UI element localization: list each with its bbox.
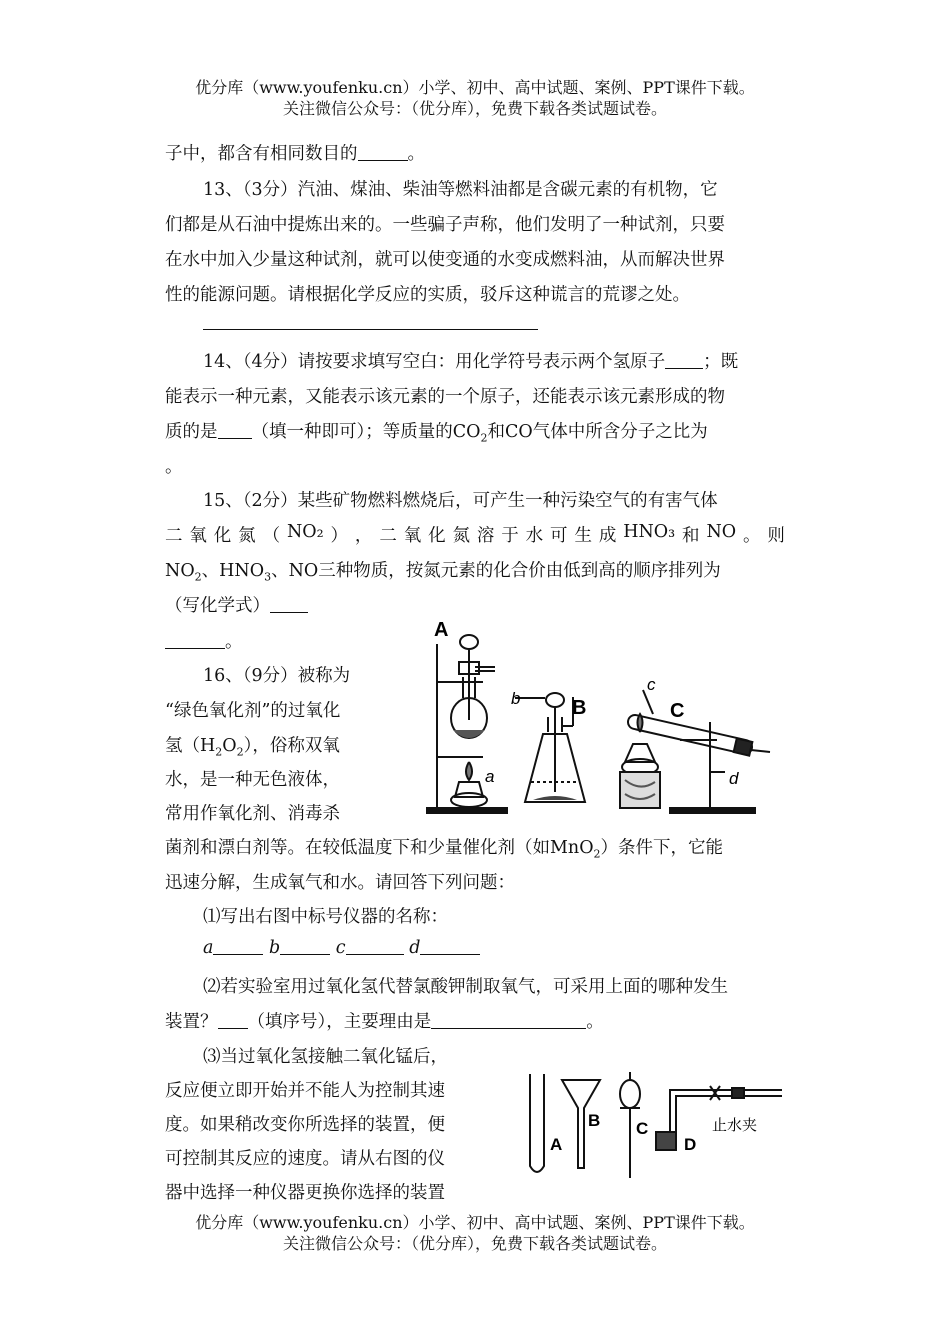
answer-blank-b[interactable] [280, 938, 330, 955]
q13-line-4: 性的能源问题。请根据化学反应的实质，驳斥这种谎言的荒谬之处。 [165, 285, 690, 305]
answer-blank[interactable] [218, 422, 252, 439]
answer-blank[interactable] [270, 596, 308, 613]
label-D: D [684, 1135, 697, 1154]
label-B: B [572, 697, 587, 719]
q16-part3-line-5: 器中选择一种仪器更换你选择的装置 [165, 1183, 445, 1203]
q13-answer-line[interactable] [203, 329, 538, 330]
q15-token: 氮 [452, 526, 470, 546]
q15-line-3: $NO_2$、$HNO_3$、NO三种物质，按氮元素的化合价由低到高的顺序排列为 [165, 561, 721, 584]
q15-token: NO₂ [286, 522, 324, 542]
header-line-2: 关注微信公众号：（优分库），免费下载各类试题试卷。 [282, 99, 667, 118]
q15-token: 化 [428, 526, 446, 546]
label-d: d [729, 769, 739, 788]
label-A: A [434, 622, 449, 641]
q15-token: 和 [682, 526, 700, 546]
q15-token: 。 [743, 526, 761, 546]
q15-token: （ [262, 526, 281, 546]
apparatus-figure-1 [425, 622, 795, 817]
q15-token: 氧 [189, 526, 207, 546]
q16-part1-blanks: a b c d [203, 938, 480, 958]
q15-token: 可 [550, 526, 568, 546]
label-C: C [636, 1119, 649, 1138]
q15-token: 氧 [403, 526, 422, 546]
label-clamp: 止水夹 [712, 1117, 758, 1134]
q15-token: 成 [598, 526, 617, 546]
apparatus-a [427, 635, 507, 813]
q16-part2-line-1: ⑵若实验室用过氧化氢代替氯酸钾制取氧气，可采用上面的哪种发生 [203, 977, 728, 997]
q16-line-6: 菌剂和漂白剂等。在较低温度下和少量催化剂（如MnO$_2$）条件下，它能 [165, 838, 724, 861]
label-a: a [485, 767, 495, 786]
q14-line-2: 能表示一种元素，又能表示该元素的一个原子，还能表示该元素形成的物 [165, 387, 725, 407]
q16-part3-line-3: 度。如果稍改变你所选择的装置，便 [165, 1115, 445, 1135]
q16-part1: ⑴写出右图中标号仪器的名称： [203, 907, 448, 927]
apparatus-c [620, 690, 770, 813]
answer-blank[interactable] [665, 352, 703, 369]
label-c: c [647, 675, 656, 694]
label-b: b [511, 689, 521, 708]
answer-blank-c[interactable] [346, 938, 404, 955]
q15-line-1: 15、（2分）某些矿物燃料燃烧后，可产生一种污染空气的有害气体 [203, 491, 718, 511]
q16-part3-line-2: 反应便立即开始并不能人为控制其速 [165, 1081, 445, 1101]
q15-line-2 [165, 522, 785, 547]
q15-token: 水 [525, 526, 544, 546]
instrument-a-test-tube [530, 1074, 544, 1172]
q16-line-5: 常用作氧化剂、消毒杀 [165, 804, 340, 824]
q15-token: 二 [165, 526, 183, 546]
instruments-figure-2 [520, 1068, 790, 1183]
q15-token: 二 [379, 526, 397, 546]
q13-line-1: 13、（3分）汽油、煤油、柴油等燃料油都是含碳元素的有机物，它 [203, 180, 718, 200]
q15-token: HNO₃ [623, 522, 676, 542]
q13-line-2: 们都是从石油中提炼出来的。一些骗子声称，他们发明了一种试剂，只要 [165, 215, 725, 235]
answer-blank-d[interactable] [420, 938, 480, 955]
q15-token: ， [354, 526, 373, 546]
q15-line-5: 。 [165, 628, 243, 653]
q15-token: NO [706, 522, 737, 542]
q15-line-4: （写化学式） [165, 592, 308, 617]
q16-line-1: 16、（9分）被称为 [203, 666, 351, 686]
q16-part3-line-4: 可控制其反应的速度。请从右图的仪 [165, 1149, 445, 1169]
q14-line-1: 14、（4分）请按要求填写空白：用化学符号表示两个氢原子 ；既 [203, 352, 739, 372]
footer-line-2: 关注微信公众号：（优分库），免费下载各类试题试卷。 [282, 1234, 667, 1253]
footer-line-1: 优分库（www.youfenku.cn）小学、初中、高中试题、案例、PPT课件下载。 [195, 1213, 755, 1232]
q13-line-3: 在水中加入少量这种试剂，就可以使变通的水变成燃料油，从而解决世界 [165, 250, 725, 270]
label-A: A [550, 1135, 563, 1154]
answer-blank[interactable] [165, 632, 225, 649]
q15-token: 溶 [476, 526, 495, 546]
answer-blank[interactable] [358, 144, 408, 161]
q16-part3-line-1: ⑶当过氧化氢接触二氧化锰后， [203, 1047, 448, 1067]
q16-line-2: “绿色氧化剂”的过氧化 [165, 701, 341, 721]
q15-token: ） [330, 526, 349, 546]
answer-blank[interactable] [218, 1012, 248, 1029]
q16-line-4: 水，是一种无色液体， [165, 770, 340, 790]
label-B: B [588, 1111, 601, 1130]
header-line-1: 优分库（www.youfenku.cn）小学、初中、高中试题、案例、PPT课件下载。 [195, 78, 755, 97]
label-C: C [670, 700, 685, 722]
q14-line-3: 质的是 （填一种即可）；等质量的$CO_2$和CO气体中所含分子之比为 [165, 422, 708, 445]
q15-token: 则 [767, 526, 785, 546]
q16-line-3: 氢$(H_2O_2)$，俗称双氧 [165, 736, 340, 759]
q16-part2-line-2: 装置？ （填序号），主要理由是 。 [165, 1012, 604, 1032]
q15-token: 化 [213, 526, 232, 546]
q15-token: 于 [501, 526, 519, 546]
q14-line-4: 。 [165, 457, 183, 477]
q16-line-7: 迅速分解，生成氧气和水。请回答下列问题： [165, 873, 515, 893]
answer-blank[interactable] [431, 1012, 586, 1029]
answer-blank-a[interactable] [213, 938, 263, 955]
q15-token: 氮 [238, 526, 256, 546]
q12-tail: 子中，都含有相同数目的 。 [165, 144, 425, 164]
q15-token: 生 [574, 526, 592, 546]
